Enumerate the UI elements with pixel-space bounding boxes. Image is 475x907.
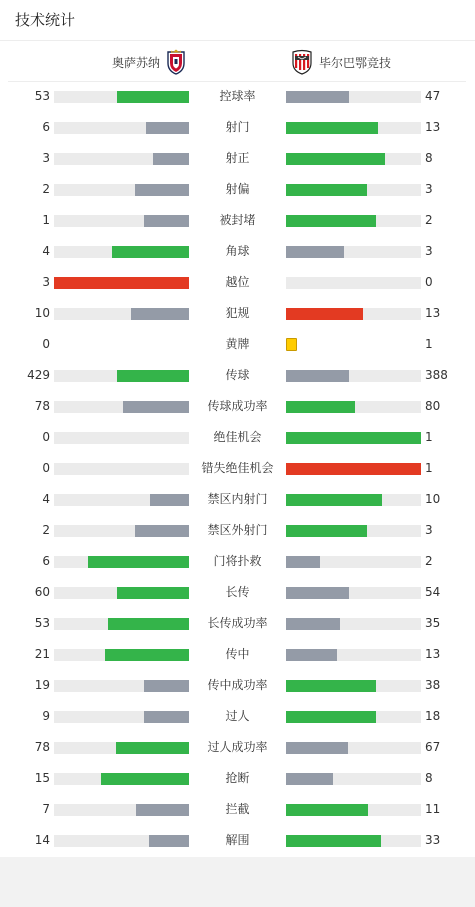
home-stat-bar: [54, 618, 189, 630]
stat-label: 被封堵: [219, 213, 256, 227]
home-stat-value: 53: [34, 89, 50, 103]
home-stat-value: 0: [42, 430, 50, 444]
away-stat-value: 13: [425, 306, 441, 320]
away-stat-bar-fill: [286, 804, 368, 816]
away-stat-bar: [286, 556, 421, 568]
away-stat-bar: [286, 525, 421, 537]
stat-label: 拦截: [225, 802, 250, 816]
home-stat-bar-fill: [135, 525, 189, 537]
away-stat-bar-fill: [286, 401, 355, 413]
away-stat-value: 13: [425, 647, 441, 661]
home-stat-bar-fill: [123, 401, 189, 413]
stat-label: 过人成功率: [207, 740, 268, 754]
home-stat-bar-fill: [144, 215, 189, 227]
stat-label: 犯规: [225, 306, 250, 320]
away-stat-value: 1: [425, 430, 433, 444]
stat-row: [0, 298, 475, 329]
home-stat-bar: [54, 277, 189, 289]
away-stat-value: 35: [425, 616, 441, 630]
away-stat-value: 0: [425, 275, 433, 289]
away-stat-bar: [286, 587, 421, 599]
stat-row: [0, 453, 475, 484]
away-stat-bar: [286, 401, 421, 413]
stat-row: [0, 732, 475, 763]
stats-list: [0, 81, 475, 856]
stat-label: 黄牌: [225, 337, 250, 351]
away-stat-value: 11: [425, 802, 441, 816]
home-stat-bar: [54, 153, 189, 165]
home-stat-value: 10: [34, 306, 50, 320]
stat-label: 传球: [225, 368, 250, 382]
away-stat-value: 13: [425, 120, 441, 134]
away-stat-bar-fill: [286, 835, 381, 847]
away-stat-bar-fill: [286, 153, 385, 165]
away-stat-value: 2: [425, 554, 433, 568]
stat-row: [0, 577, 475, 608]
stat-row: [0, 670, 475, 701]
away-stat-bar-fill: [286, 711, 376, 723]
away-stat-bar: [286, 308, 421, 320]
away-stat-bar-fill: [286, 246, 344, 258]
away-stat-bar: [286, 742, 421, 754]
home-stat-bar-fill: [108, 618, 189, 630]
away-stat-value: 388: [425, 368, 448, 382]
home-team[interactable]: [112, 48, 187, 76]
stat-row: [0, 794, 475, 825]
home-stat-value: 78: [34, 399, 50, 413]
home-stat-bar-fill: [144, 711, 189, 723]
away-stat-value: 38: [425, 678, 441, 692]
home-stat-bar-fill: [88, 556, 189, 568]
stat-label: 越位: [225, 275, 250, 289]
home-stat-value: 15: [34, 771, 50, 785]
stat-row: [0, 205, 475, 236]
away-stat-value: 8: [425, 151, 433, 165]
stat-row: [0, 422, 475, 453]
home-stat-bar: [54, 184, 189, 196]
stat-label: 绝佳机会: [213, 430, 262, 444]
away-stat-bar: [286, 804, 421, 816]
stat-row: [0, 639, 475, 670]
stat-row: [0, 484, 475, 515]
home-stat-bar: [54, 401, 189, 413]
home-stat-bar-fill: [136, 804, 189, 816]
stat-label: 门将扑救: [213, 554, 262, 568]
home-stat-value: 3: [42, 275, 50, 289]
away-stat-bar: [286, 277, 421, 289]
home-stat-bar: [54, 432, 189, 444]
away-stat-bar: [286, 246, 421, 258]
home-stat-bar: [54, 680, 189, 692]
away-stat-bar-fill: [286, 680, 376, 692]
away-stat-value: 2: [425, 213, 433, 227]
teams-header: [8, 41, 466, 82]
home-stat-bar-fill: [149, 835, 190, 847]
stat-row: [0, 825, 475, 856]
away-team[interactable]: [291, 48, 391, 76]
away-stat-bar-fill: [286, 587, 349, 599]
away-stat-bar: [286, 463, 421, 475]
stat-row: [0, 546, 475, 577]
home-stat-bar: [54, 835, 189, 847]
home-stat-bar: [54, 587, 189, 599]
stat-row: [0, 391, 475, 422]
home-stat-bar: [54, 91, 189, 103]
home-stat-value: 21: [34, 647, 50, 661]
home-stat-bar: [54, 463, 189, 475]
away-stat-value: 8: [425, 771, 433, 785]
away-stat-value: 80: [425, 399, 441, 413]
away-stat-value: 1: [425, 337, 433, 351]
away-stat-value: 67: [425, 740, 441, 754]
away-stat-bar-fill: [286, 525, 367, 537]
home-team-name: 奥萨苏纳: [111, 55, 160, 70]
home-stat-value: 6: [42, 120, 50, 134]
away-stat-bar-fill: [286, 91, 349, 103]
away-stat-bar: [286, 494, 421, 506]
away-stat-value: 3: [425, 244, 433, 258]
home-stat-value: 60: [34, 585, 50, 599]
home-stat-value: 6: [42, 554, 50, 568]
stat-row: [0, 763, 475, 794]
home-stat-bar: [54, 804, 189, 816]
home-stat-value: 4: [42, 492, 50, 506]
osasuna-crest-icon: [165, 49, 187, 75]
home-stat-value: 14: [34, 833, 50, 847]
away-stat-bar: [286, 184, 421, 196]
away-stat-bar-fill: [286, 122, 378, 134]
away-stat-value: 3: [425, 523, 433, 537]
stat-label: 射正: [225, 151, 250, 165]
home-stat-bar-fill: [117, 587, 189, 599]
away-stat-bar-fill: [286, 308, 363, 320]
stat-label: 传中成功率: [207, 678, 268, 692]
stat-row: [0, 143, 475, 174]
stat-label: 传球成功率: [207, 399, 268, 413]
home-stat-bar-fill: [135, 184, 189, 196]
away-stat-bar: [286, 618, 421, 630]
home-stat-bar-fill: [144, 680, 189, 692]
stat-label: 解围: [225, 833, 250, 847]
away-stat-bar-fill: [286, 742, 348, 754]
away-stat-bar: [286, 432, 421, 444]
away-stat-bar: [286, 153, 421, 165]
home-stat-value: 2: [42, 182, 50, 196]
away-stat-value: 10: [425, 492, 441, 506]
stat-label: 过人: [225, 709, 250, 723]
away-stat-value: 54: [425, 585, 441, 599]
home-stat-value: 429: [27, 368, 50, 382]
away-stat-bar-fill: [286, 463, 421, 475]
away-stat-bar: [286, 370, 421, 382]
home-stat-value: 0: [42, 337, 50, 351]
stat-label: 角球: [225, 244, 250, 258]
home-stat-bar-fill: [117, 370, 189, 382]
home-stat-value: 78: [34, 740, 50, 754]
home-stat-value: 1: [42, 213, 50, 227]
home-stat-bar: [54, 525, 189, 537]
stat-label: 射门: [225, 120, 250, 134]
home-stat-value: 7: [42, 802, 50, 816]
stat-row: [0, 329, 475, 360]
home-stat-bar-fill: [153, 153, 189, 165]
stat-row: [0, 701, 475, 732]
home-stat-bar: [54, 370, 189, 382]
home-stat-bar-fill: [54, 277, 189, 289]
away-stat-value: 18: [425, 709, 441, 723]
stat-label: 射偏: [225, 182, 250, 196]
away-stat-value: 1: [425, 461, 433, 475]
stat-row: [0, 174, 475, 205]
stat-row: [0, 81, 475, 112]
home-stat-bar: [54, 246, 189, 258]
home-stat-bar-fill: [101, 773, 189, 785]
home-stat-bar-fill: [105, 649, 189, 661]
away-team-name: 毕尔巴鄂竞技: [319, 55, 392, 70]
stat-label: 传中: [225, 647, 250, 661]
home-stat-value: 4: [42, 244, 50, 258]
yellow-card-icon: [286, 338, 297, 351]
away-stat-bar-fill: [286, 184, 367, 196]
home-stat-value: 2: [42, 523, 50, 537]
stat-label: 错失绝佳机会: [201, 461, 274, 475]
away-stat-value: 33: [425, 833, 441, 847]
home-stat-bar-fill: [131, 308, 189, 320]
athletic-bilbao-crest-icon: [291, 49, 313, 75]
away-stat-bar: [286, 91, 421, 103]
away-stat-bar: [286, 711, 421, 723]
away-stat-bar: [286, 835, 421, 847]
home-stat-bar-fill: [112, 246, 189, 258]
away-stat-bar-fill: [286, 618, 340, 630]
stat-label: 长传成功率: [207, 616, 268, 630]
home-stat-bar: [54, 742, 189, 754]
home-stat-bar: [54, 773, 189, 785]
home-stat-bar-fill: [117, 91, 189, 103]
home-stat-bar-fill: [150, 494, 189, 506]
stat-label: 抢断: [225, 771, 250, 785]
stat-label: 长传: [225, 585, 250, 599]
stat-row: [0, 515, 475, 546]
stat-row: [0, 360, 475, 391]
away-stat-bar-fill: [286, 649, 337, 661]
away-stat-bar-fill: [286, 556, 320, 568]
away-stat-value: 47: [425, 89, 441, 103]
home-stat-bar-fill: [116, 742, 189, 754]
away-stat-bar: [286, 680, 421, 692]
page-title: 技术统计: [15, 11, 76, 29]
home-stat-value: 9: [42, 709, 50, 723]
home-stat-bar: [54, 215, 189, 227]
away-stat-bar-fill: [286, 432, 421, 444]
stat-label: 禁区外射门: [207, 523, 268, 537]
home-stat-bar: [54, 122, 189, 134]
stat-row: [0, 236, 475, 267]
home-stat-value: 19: [34, 678, 50, 692]
away-stat-value: 3: [425, 182, 433, 196]
away-stat-bar-fill: [286, 494, 382, 506]
home-stat-bar: [54, 649, 189, 661]
home-stat-bar-fill: [146, 122, 189, 134]
stat-row: [0, 608, 475, 639]
home-stat-bar: [54, 711, 189, 723]
home-stat-bar: [54, 494, 189, 506]
home-stat-value: 53: [34, 616, 50, 630]
away-stat-bar-fill: [286, 370, 349, 382]
stat-row: [0, 267, 475, 298]
home-stat-bar: [54, 308, 189, 320]
home-stat-value: 3: [42, 151, 50, 165]
home-stat-value: 0: [42, 461, 50, 475]
away-stat-bar: [286, 649, 421, 661]
away-stat-bar-fill: [286, 773, 333, 785]
stat-label: 控球率: [219, 89, 256, 103]
away-stat-bar: [286, 122, 421, 134]
stat-row: [0, 112, 475, 143]
away-stat-bar: [286, 773, 421, 785]
home-stat-bar: [54, 556, 189, 568]
away-stat-bar-fill: [286, 215, 376, 227]
stat-label: 禁区内射门: [207, 492, 268, 506]
away-stat-bar: [286, 215, 421, 227]
